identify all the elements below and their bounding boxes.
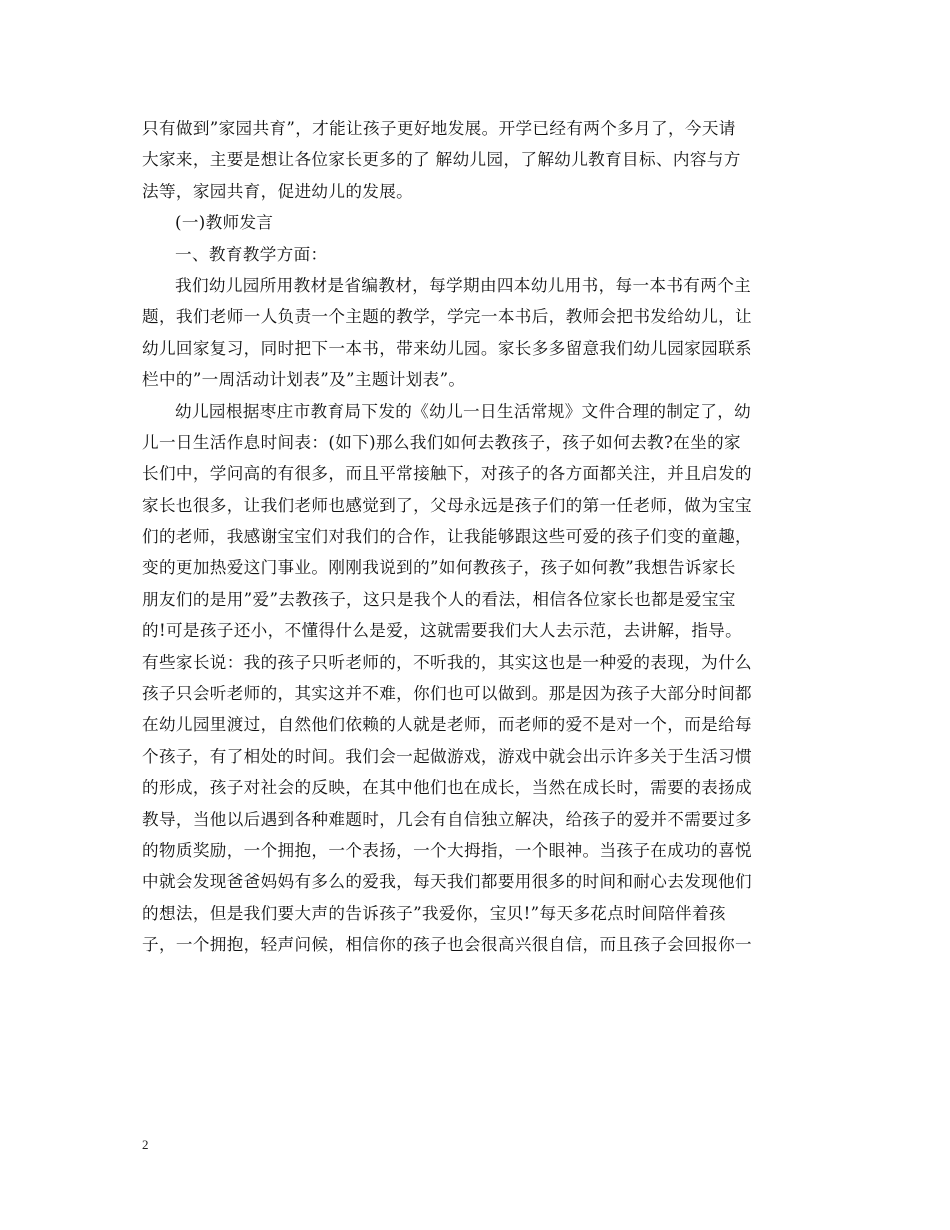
subsection-heading: 一、教育教学方面： (175, 244, 328, 264)
text-line: 题，我们老师一人负责一个主题的教学，学完一本书后，教师会把书发给幼儿，让 (142, 307, 752, 327)
text-line: 朋友们的是用”爱”去教孩子，这只是我个人的看法，相信各位家长也都是爱宝宝 (142, 589, 736, 609)
text-line: 有些家长说：我的孩子只听老师的，不听我的，其实这也是一种爱的表现，为什么 (142, 652, 752, 672)
text-line: 孩子只会听老师的，其实这并不难，你们也可以做到。那是因为孩子大部分时间都 (142, 684, 752, 704)
text-line: 幼儿回家复习，同时把下一本书，带来幼儿园。家长多多留意我们幼儿园家园联系 (142, 338, 752, 358)
text-line: 法等，家园共育，促进幼儿的发展。 (142, 181, 414, 201)
text-line: 们的老师，我感谢宝宝们对我们的合作，让我能够跟这些可爱的孩子们变的童趣， (142, 527, 752, 547)
text-line: 的物质奖励，一个拥抱，一个表扬，一个大拇指，一个眼神。当孩子在成功的喜悦 (142, 840, 752, 860)
text-line: 教导，当他以后遇到各种难题时，几会有自信独立解决，给孩子的爱并不需要过多 (142, 809, 752, 829)
text-line: 儿一日生活作息时间表：(如下)那么我们如何去教孩子，孩子如何去教?在坐的家 (142, 432, 741, 452)
text-line: 在幼儿园里渡过，自然他们依赖的人就是老师，而老师的爱不是对一个，而是给每 (142, 715, 752, 735)
text-line: 的形成，孩子对社会的反映，在其中他们也在成长，当然在成长时，需要的表扬成 (142, 778, 752, 798)
text-line: 只有做到”家园共育”，才能让孩子更好地发展。开学已经有两个多月了，今天请 (142, 119, 736, 138)
text-line: 大家来，主要是想让各位家长更多的了 解幼儿园，了解幼儿教育目标、内容与方 (142, 150, 741, 170)
paragraph-start: 我们幼儿园所用教材是省编教材，每学期由四本幼儿用书，每一本书有两个主 (175, 275, 752, 295)
text-line: 的想法，但是我们要大声的告诉孩子”我爱你，宝贝!”每天多花点时间陪伴着孩 (142, 903, 726, 923)
text-line: 长们中，学问高的有很多，而且平常接触下，对孩子的各方面都关注，并且启发的 (142, 464, 752, 484)
text-line: 变的更加热爱这门事业。刚刚我说到的”如何教孩子，孩子如何教”我想告诉家长 (142, 558, 736, 578)
document-body (142, 113, 812, 961)
text-line: 家长也很多，让我们老师也感觉到了，父母永远是孩子们的第一任老师，做为宝宝 (142, 495, 752, 515)
text-line: 栏中的”一周活动计划表”及”主题计划表”。 (142, 370, 466, 390)
section-heading: (一)教师发言 (175, 213, 274, 233)
text-line: 个孩子，有了相处的时间。我们会一起做游戏，游戏中就会出示许多关于生活习惯 (142, 746, 752, 766)
text-line: 中就会发现爸爸妈妈有多么的爱我，每天我们都要用很多的时间和耐心去发现他们 (142, 872, 752, 892)
paragraph-start: 幼儿园根据枣庄市教育局下发的《幼儿一日生活常规》文件合理的制定了，幼 (175, 401, 752, 421)
page-number: 2 (142, 1137, 149, 1152)
text-line: 的!可是孩子还小，不懂得什么是爱，这就需要我们大人去示范，去讲解，指导。 (142, 621, 743, 641)
text-line: 子，一个拥抱，轻声问候，相信你的孩子也会很高兴很自信，而且孩子会回报你一 (142, 935, 752, 955)
